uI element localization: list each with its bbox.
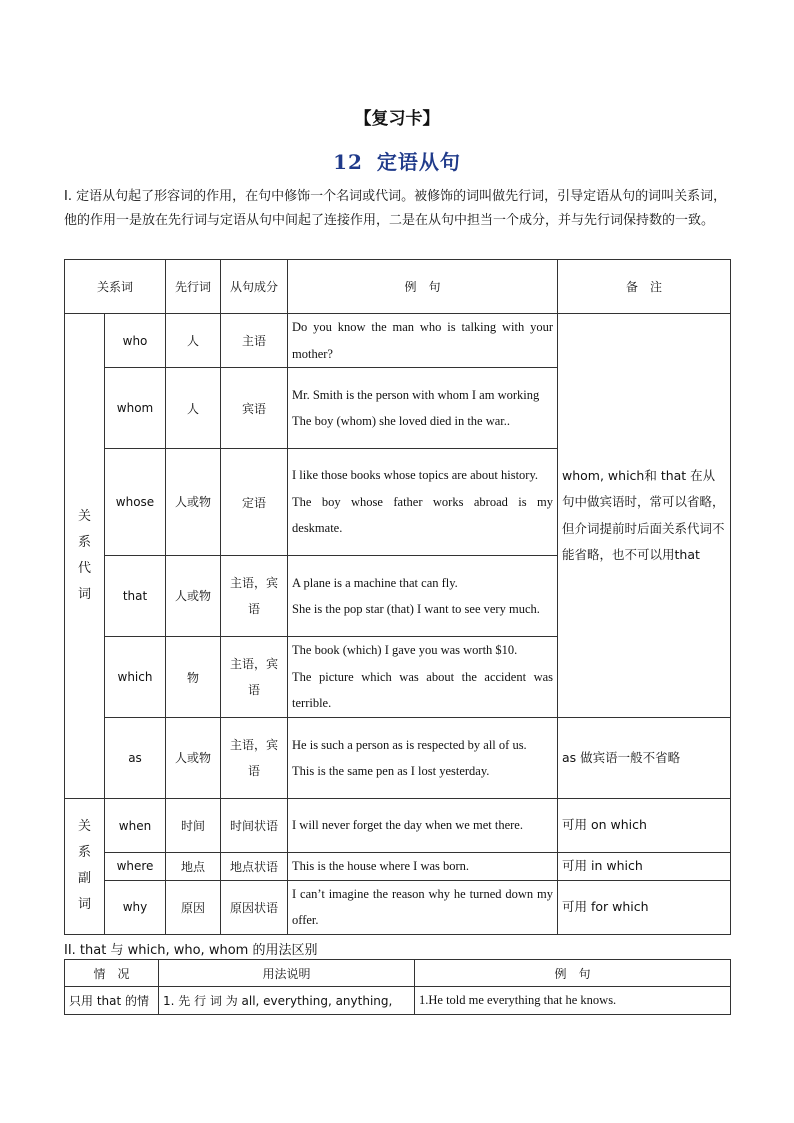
header-antecedent: 先行词 bbox=[166, 260, 221, 314]
antecedent: 地点 bbox=[166, 853, 221, 881]
antecedent: 人或物 bbox=[166, 449, 221, 556]
relative-words-table bbox=[64, 259, 731, 935]
remark: 可用 for which bbox=[558, 880, 731, 934]
example: The book (which) I gave you was worth $10. The picture which was about the accident was terrible. bbox=[288, 637, 558, 718]
clause-role: 主语，宾语 bbox=[221, 556, 288, 637]
clause-role: 时间状语 bbox=[221, 799, 288, 853]
clause-role: 原因状语 bbox=[221, 880, 288, 934]
table-header-row bbox=[65, 960, 731, 987]
usage-difference-table bbox=[64, 959, 731, 1015]
header-case: 情 况 bbox=[65, 960, 159, 987]
remark: 可用 in which bbox=[558, 853, 731, 881]
relative-word: that bbox=[105, 556, 166, 637]
usage-cell: 1. 先 行 词 为 all, everything, anything, bbox=[159, 987, 415, 1015]
example: A plane is a machine that can fly. She is the pop star (that) I want to see very much. bbox=[288, 556, 558, 637]
antecedent: 物 bbox=[166, 637, 221, 718]
clause-role: 定语 bbox=[221, 449, 288, 556]
antecedent: 人或物 bbox=[166, 556, 221, 637]
antecedent: 人 bbox=[166, 314, 221, 368]
table-row bbox=[65, 718, 731, 799]
relative-word: which bbox=[105, 637, 166, 718]
relative-word: whose bbox=[105, 449, 166, 556]
group-relative-pronoun: 关系代词 bbox=[65, 314, 105, 799]
antecedent: 人或物 bbox=[166, 718, 221, 799]
group-relative-adverb: 关系副词 bbox=[65, 799, 105, 935]
page-title bbox=[0, 146, 794, 175]
intro-paragraph: I. 定语从句起了形容词的作用，在句中修饰一个名词或代词。被修饰的词叫做先行词，引导定语从句的词叫关系词，他的作用一是放在先行词与定语从句中间起了连接作用，二是在从句中担当一个成分，并与先行词保持数的一致。 bbox=[64, 189, 727, 228]
table-row bbox=[65, 314, 731, 368]
pronoun-remark: whom, which和 that 在从句中做宾语时，常可以省略，但介词提前时后面关系代词不能省略，也不可以用that bbox=[558, 314, 731, 718]
example-cell: 1.He told me everything that he knows. bbox=[415, 987, 731, 1015]
table-row bbox=[65, 987, 731, 1015]
title-text: 定语从句 bbox=[376, 150, 461, 174]
remark: 可用 on which bbox=[558, 799, 731, 853]
header-example: 例 句 bbox=[415, 960, 731, 987]
review-card-label: 【复习卡】 bbox=[354, 109, 440, 129]
relative-word: who bbox=[105, 314, 166, 368]
example: I will never forget the day when we met there. bbox=[288, 799, 558, 853]
example: Do you know the man who is talking with your mother? bbox=[288, 314, 558, 368]
clause-role: 主语 bbox=[221, 314, 288, 368]
relative-word: why bbox=[105, 880, 166, 934]
relative-word: where bbox=[105, 853, 166, 881]
table-row bbox=[65, 880, 731, 934]
table-row bbox=[65, 799, 731, 853]
table-header-row bbox=[65, 260, 731, 314]
relative-word: as bbox=[105, 718, 166, 799]
relative-word: whom bbox=[105, 368, 166, 449]
antecedent: 人 bbox=[166, 368, 221, 449]
header-clause-role: 从句成分 bbox=[221, 260, 288, 314]
header-remark: 备 注 bbox=[558, 260, 731, 314]
antecedent: 原因 bbox=[166, 880, 221, 934]
clause-role: 主语，宾语 bbox=[221, 718, 288, 799]
example: I like those books whose topics are about history. The boy whose father works abroad is my deskmate. bbox=[288, 449, 558, 556]
section-2-title: II. that 与 which, who, whom 的用法区别 bbox=[64, 943, 318, 958]
example: Mr. Smith is the person with whom I am working The boy (whom) she loved died in the war.. bbox=[288, 368, 558, 449]
header-example: 例 句 bbox=[288, 260, 558, 314]
example: This is the house where I was born. bbox=[288, 853, 558, 881]
clause-role: 地点状语 bbox=[221, 853, 288, 881]
clause-role: 主语，宾语 bbox=[221, 637, 288, 718]
clause-role: 宾语 bbox=[221, 368, 288, 449]
case-cell: 只用 that 的情 bbox=[65, 987, 159, 1015]
header-usage: 用法说明 bbox=[159, 960, 415, 987]
antecedent: 时间 bbox=[166, 799, 221, 853]
table-row bbox=[65, 853, 731, 881]
title-number: 12 bbox=[333, 150, 363, 174]
remark: as 做宾语一般不省略 bbox=[558, 718, 731, 799]
example: He is such a person as is respected by all of us. This is the same pen as I lost yesterday. bbox=[288, 718, 558, 799]
relative-word: when bbox=[105, 799, 166, 853]
example: I can’t imagine the reason why he turned down my offer. bbox=[288, 880, 558, 934]
header-relative-word: 关系词 bbox=[65, 260, 166, 314]
